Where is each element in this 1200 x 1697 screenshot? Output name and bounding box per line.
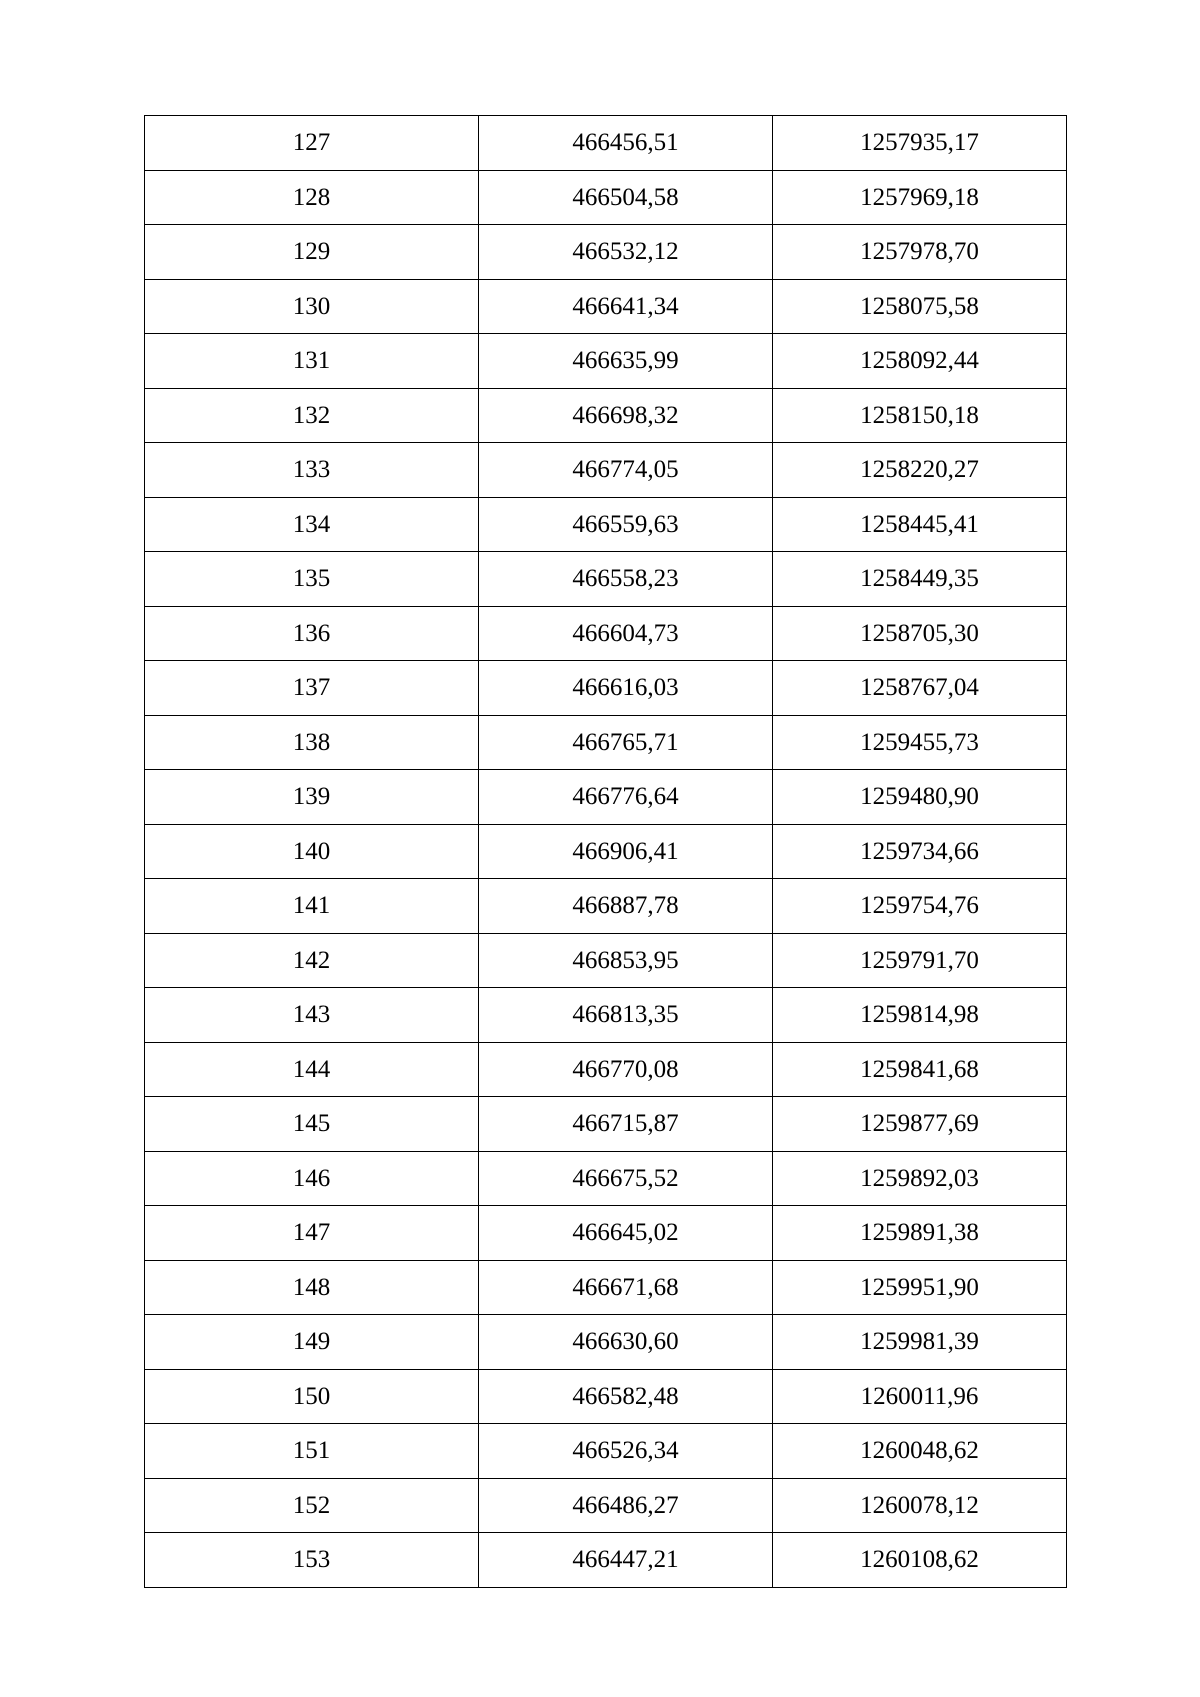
y-coordinate-cell: 1259981,39: [773, 1315, 1067, 1370]
point-number-cell: 127: [145, 116, 479, 171]
x-coordinate-cell: 466715,87: [479, 1097, 773, 1152]
coordinates-table: [144, 115, 1067, 1588]
table-row: [145, 1260, 1067, 1315]
point-number-cell: 130: [145, 279, 479, 334]
x-coordinate-cell: 466616,03: [479, 661, 773, 716]
point-number-cell: 149: [145, 1315, 479, 1370]
table-row: [145, 443, 1067, 498]
y-coordinate-cell: 1260078,12: [773, 1478, 1067, 1533]
x-coordinate-cell: 466635,99: [479, 334, 773, 389]
point-number-cell: 128: [145, 170, 479, 225]
y-coordinate-cell: 1257969,18: [773, 170, 1067, 225]
table-row: [145, 1533, 1067, 1588]
x-coordinate-cell: 466504,58: [479, 170, 773, 225]
y-coordinate-cell: 1258075,58: [773, 279, 1067, 334]
point-number-cell: 148: [145, 1260, 479, 1315]
point-number-cell: 139: [145, 770, 479, 825]
y-coordinate-cell: 1259877,69: [773, 1097, 1067, 1152]
table-row: [145, 1478, 1067, 1533]
table-row: [145, 824, 1067, 879]
table-row: [145, 1369, 1067, 1424]
y-coordinate-cell: 1259841,68: [773, 1042, 1067, 1097]
x-coordinate-cell: 466813,35: [479, 988, 773, 1043]
y-coordinate-cell: 1260011,96: [773, 1369, 1067, 1424]
point-number-cell: 129: [145, 225, 479, 280]
x-coordinate-cell: 466906,41: [479, 824, 773, 879]
point-number-cell: 153: [145, 1533, 479, 1588]
point-number-cell: 140: [145, 824, 479, 879]
y-coordinate-cell: 1258220,27: [773, 443, 1067, 498]
table-row: [145, 770, 1067, 825]
y-coordinate-cell: 1259734,66: [773, 824, 1067, 879]
point-number-cell: 146: [145, 1151, 479, 1206]
point-number-cell: 145: [145, 1097, 479, 1152]
table-row: [145, 1315, 1067, 1370]
table-row: [145, 879, 1067, 934]
y-coordinate-cell: 1259892,03: [773, 1151, 1067, 1206]
y-coordinate-cell: 1260048,62: [773, 1424, 1067, 1479]
x-coordinate-cell: 466630,60: [479, 1315, 773, 1370]
x-coordinate-cell: 466853,95: [479, 933, 773, 988]
table-row: [145, 225, 1067, 280]
point-number-cell: 131: [145, 334, 479, 389]
table-row: [145, 552, 1067, 607]
y-coordinate-cell: 1259891,38: [773, 1206, 1067, 1261]
y-coordinate-cell: 1259814,98: [773, 988, 1067, 1043]
x-coordinate-cell: 466698,32: [479, 388, 773, 443]
point-number-cell: 137: [145, 661, 479, 716]
point-number-cell: 135: [145, 552, 479, 607]
point-number-cell: 143: [145, 988, 479, 1043]
y-coordinate-cell: 1258449,35: [773, 552, 1067, 607]
x-coordinate-cell: 466770,08: [479, 1042, 773, 1097]
y-coordinate-cell: 1260108,62: [773, 1533, 1067, 1588]
y-coordinate-cell: 1257978,70: [773, 225, 1067, 280]
x-coordinate-cell: 466645,02: [479, 1206, 773, 1261]
x-coordinate-cell: 466604,73: [479, 606, 773, 661]
table-row: [145, 715, 1067, 770]
x-coordinate-cell: 466456,51: [479, 116, 773, 171]
table-row: [145, 1206, 1067, 1261]
x-coordinate-cell: 466675,52: [479, 1151, 773, 1206]
point-number-cell: 138: [145, 715, 479, 770]
point-number-cell: 152: [145, 1478, 479, 1533]
table-row: [145, 388, 1067, 443]
table-row: [145, 170, 1067, 225]
point-number-cell: 136: [145, 606, 479, 661]
table-row: [145, 334, 1067, 389]
x-coordinate-cell: 466558,23: [479, 552, 773, 607]
y-coordinate-cell: 1259754,76: [773, 879, 1067, 934]
x-coordinate-cell: 466887,78: [479, 879, 773, 934]
point-number-cell: 132: [145, 388, 479, 443]
x-coordinate-cell: 466447,21: [479, 1533, 773, 1588]
y-coordinate-cell: 1259951,90: [773, 1260, 1067, 1315]
table-row: [145, 933, 1067, 988]
table-row: [145, 606, 1067, 661]
point-number-cell: 134: [145, 497, 479, 552]
table-row: [145, 1424, 1067, 1479]
x-coordinate-cell: 466559,63: [479, 497, 773, 552]
x-coordinate-cell: 466671,68: [479, 1260, 773, 1315]
table-row: [145, 1097, 1067, 1152]
point-number-cell: 133: [145, 443, 479, 498]
y-coordinate-cell: 1259480,90: [773, 770, 1067, 825]
x-coordinate-cell: 466641,34: [479, 279, 773, 334]
x-coordinate-cell: 466582,48: [479, 1369, 773, 1424]
y-coordinate-cell: 1258705,30: [773, 606, 1067, 661]
point-number-cell: 151: [145, 1424, 479, 1479]
point-number-cell: 141: [145, 879, 479, 934]
table-row: [145, 279, 1067, 334]
point-number-cell: 150: [145, 1369, 479, 1424]
coordinates-table-body: [145, 116, 1067, 1588]
point-number-cell: 144: [145, 1042, 479, 1097]
table-row: [145, 497, 1067, 552]
y-coordinate-cell: 1257935,17: [773, 116, 1067, 171]
x-coordinate-cell: 466765,71: [479, 715, 773, 770]
y-coordinate-cell: 1259791,70: [773, 933, 1067, 988]
table-row: [145, 116, 1067, 171]
y-coordinate-cell: 1258150,18: [773, 388, 1067, 443]
x-coordinate-cell: 466774,05: [479, 443, 773, 498]
y-coordinate-cell: 1258767,04: [773, 661, 1067, 716]
point-number-cell: 147: [145, 1206, 479, 1261]
x-coordinate-cell: 466776,64: [479, 770, 773, 825]
point-number-cell: 142: [145, 933, 479, 988]
table-row: [145, 1151, 1067, 1206]
y-coordinate-cell: 1258445,41: [773, 497, 1067, 552]
y-coordinate-cell: 1258092,44: [773, 334, 1067, 389]
table-row: [145, 988, 1067, 1043]
x-coordinate-cell: 466526,34: [479, 1424, 773, 1479]
x-coordinate-cell: 466532,12: [479, 225, 773, 280]
table-row: [145, 1042, 1067, 1097]
table-row: [145, 661, 1067, 716]
x-coordinate-cell: 466486,27: [479, 1478, 773, 1533]
y-coordinate-cell: 1259455,73: [773, 715, 1067, 770]
